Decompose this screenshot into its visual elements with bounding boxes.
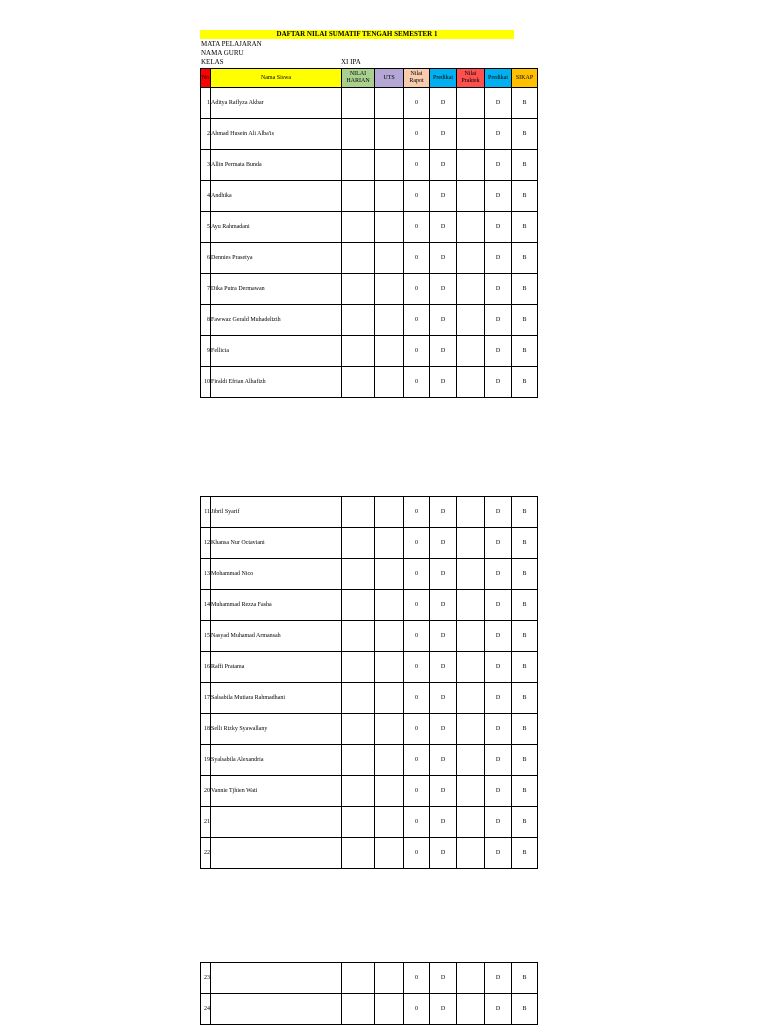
- cell-predicate-practice: D: [485, 274, 512, 305]
- cell-no: 20: [201, 776, 211, 807]
- cell-practice-score: [457, 776, 485, 807]
- cell-report-score: 0: [404, 336, 430, 367]
- table-row: [201, 367, 538, 398]
- cell-daily-score: [342, 559, 375, 590]
- cell-predicate-practice: D: [485, 683, 512, 714]
- header-report-score: Nilai Rapot: [404, 69, 430, 88]
- meta-value-class: XI IPA: [341, 58, 361, 66]
- cell-predicate: D: [430, 497, 457, 528]
- cell-attitude: B: [512, 274, 538, 305]
- cell-predicate: D: [430, 963, 457, 994]
- cell-student-name: Dika Putra Dermawan: [211, 274, 342, 305]
- header-attitude: SIKAP: [512, 69, 538, 88]
- table-row: [201, 776, 538, 807]
- cell-uts: [375, 119, 404, 150]
- table-row: [201, 590, 538, 621]
- cell-predicate-practice: D: [485, 621, 512, 652]
- cell-no: 7: [201, 274, 211, 305]
- cell-predicate: D: [430, 621, 457, 652]
- table-row: [201, 181, 538, 212]
- cell-uts: [375, 367, 404, 398]
- cell-student-name: Raffi Pratama: [211, 652, 342, 683]
- cell-attitude: B: [512, 776, 538, 807]
- cell-practice-score: [457, 994, 485, 1025]
- cell-practice-score: [457, 590, 485, 621]
- cell-practice-score: [457, 745, 485, 776]
- cell-predicate-practice: D: [485, 367, 512, 398]
- cell-report-score: 0: [404, 714, 430, 745]
- cell-student-name: Ayu Rahmadani: [211, 212, 342, 243]
- cell-daily-score: [342, 652, 375, 683]
- cell-no: 10: [201, 367, 211, 398]
- cell-uts: [375, 745, 404, 776]
- table-row: [201, 274, 538, 305]
- cell-daily-score: [342, 963, 375, 994]
- cell-no: 9: [201, 336, 211, 367]
- cell-predicate-practice: D: [485, 181, 512, 212]
- cell-predicate-practice: D: [485, 652, 512, 683]
- cell-attitude: B: [512, 497, 538, 528]
- cell-predicate: D: [430, 88, 457, 119]
- cell-practice-score: [457, 652, 485, 683]
- cell-predicate-practice: D: [485, 497, 512, 528]
- cell-daily-score: [342, 714, 375, 745]
- cell-report-score: 0: [404, 367, 430, 398]
- cell-attitude: B: [512, 963, 538, 994]
- cell-predicate: D: [430, 150, 457, 181]
- cell-daily-score: [342, 305, 375, 336]
- cell-practice-score: [457, 243, 485, 274]
- cell-report-score: 0: [404, 776, 430, 807]
- cell-practice-score: [457, 181, 485, 212]
- cell-uts: [375, 88, 404, 119]
- table-row: [201, 497, 538, 528]
- cell-predicate-practice: D: [485, 305, 512, 336]
- cell-report-score: 0: [404, 807, 430, 838]
- cell-uts: [375, 714, 404, 745]
- cell-predicate: D: [430, 243, 457, 274]
- cell-student-name: Selli Rizky Syawallany: [211, 714, 342, 745]
- cell-student-name: Allin Permata Bunda: [211, 150, 342, 181]
- cell-predicate: D: [430, 119, 457, 150]
- meta-label-class: KELAS: [201, 58, 224, 66]
- cell-attitude: B: [512, 745, 538, 776]
- cell-report-score: 0: [404, 150, 430, 181]
- table-row: [201, 119, 538, 150]
- cell-daily-score: [342, 745, 375, 776]
- table-row: [201, 994, 538, 1025]
- cell-practice-score: [457, 336, 485, 367]
- cell-report-score: 0: [404, 181, 430, 212]
- cell-no: 12: [201, 528, 211, 559]
- cell-practice-score: [457, 683, 485, 714]
- table-row: [201, 243, 538, 274]
- table-row: [201, 305, 538, 336]
- header-practice-score: Nilai Praktek: [457, 69, 485, 88]
- cell-predicate-practice: D: [485, 714, 512, 745]
- cell-predicate: D: [430, 305, 457, 336]
- table-row: [201, 838, 538, 869]
- cell-predicate: D: [430, 838, 457, 869]
- cell-practice-score: [457, 714, 485, 745]
- cell-attitude: B: [512, 652, 538, 683]
- cell-no: 4: [201, 181, 211, 212]
- cell-practice-score: [457, 212, 485, 243]
- cell-practice-score: [457, 621, 485, 652]
- cell-uts: [375, 150, 404, 181]
- table-row: [201, 621, 538, 652]
- cell-attitude: B: [512, 621, 538, 652]
- cell-student-name: Fellicia: [211, 336, 342, 367]
- cell-predicate-practice: D: [485, 528, 512, 559]
- cell-practice-score: [457, 88, 485, 119]
- table-row: [201, 336, 538, 367]
- cell-uts: [375, 621, 404, 652]
- cell-student-name: Dennies Prasetya: [211, 243, 342, 274]
- cell-practice-score: [457, 367, 485, 398]
- cell-student-name: Jibril Syarif: [211, 497, 342, 528]
- cell-attitude: B: [512, 994, 538, 1025]
- cell-no: 22: [201, 838, 211, 869]
- table-row: [201, 212, 538, 243]
- cell-attitude: B: [512, 807, 538, 838]
- cell-daily-score: [342, 336, 375, 367]
- cell-report-score: 0: [404, 497, 430, 528]
- cell-predicate-practice: D: [485, 150, 512, 181]
- cell-report-score: 0: [404, 683, 430, 714]
- cell-no: 6: [201, 243, 211, 274]
- cell-attitude: B: [512, 590, 538, 621]
- cell-predicate: D: [430, 181, 457, 212]
- cell-attitude: B: [512, 181, 538, 212]
- cell-predicate: D: [430, 212, 457, 243]
- cell-report-score: 0: [404, 590, 430, 621]
- cell-report-score: 0: [404, 559, 430, 590]
- cell-practice-score: [457, 274, 485, 305]
- cell-attitude: B: [512, 119, 538, 150]
- cell-report-score: 0: [404, 305, 430, 336]
- cell-uts: [375, 336, 404, 367]
- cell-predicate: D: [430, 994, 457, 1025]
- cell-predicate: D: [430, 745, 457, 776]
- cell-daily-score: [342, 212, 375, 243]
- header-uts: UTS: [375, 69, 404, 88]
- table-row: [201, 807, 538, 838]
- cell-no: 14: [201, 590, 211, 621]
- cell-practice-score: [457, 963, 485, 994]
- cell-no: 11: [201, 497, 211, 528]
- table-row: [201, 528, 538, 559]
- cell-uts: [375, 683, 404, 714]
- grade-table-page-1: [200, 68, 538, 398]
- cell-predicate: D: [430, 336, 457, 367]
- cell-report-score: 0: [404, 243, 430, 274]
- header-predicate: Predikat: [430, 69, 457, 88]
- cell-no: 18: [201, 714, 211, 745]
- cell-no: 19: [201, 745, 211, 776]
- cell-no: 1: [201, 88, 211, 119]
- cell-daily-score: [342, 497, 375, 528]
- table-row: [201, 559, 538, 590]
- cell-report-score: 0: [404, 963, 430, 994]
- cell-student-name: Andhika: [211, 181, 342, 212]
- cell-practice-score: [457, 807, 485, 838]
- document-title: DAFTAR NILAI SUMATIF TENGAH SEMESTER 1: [200, 30, 514, 39]
- cell-daily-score: [342, 181, 375, 212]
- cell-report-score: 0: [404, 652, 430, 683]
- cell-daily-score: [342, 807, 375, 838]
- cell-no: 2: [201, 119, 211, 150]
- cell-attitude: B: [512, 336, 538, 367]
- cell-predicate: D: [430, 367, 457, 398]
- cell-daily-score: [342, 150, 375, 181]
- cell-predicate-practice: D: [485, 212, 512, 243]
- cell-no: 8: [201, 305, 211, 336]
- cell-report-score: 0: [404, 745, 430, 776]
- cell-daily-score: [342, 243, 375, 274]
- meta-label-teacher: NAMA GURU: [201, 49, 244, 57]
- cell-no: 24: [201, 994, 211, 1025]
- cell-attitude: B: [512, 683, 538, 714]
- table-row: [201, 683, 538, 714]
- cell-report-score: 0: [404, 212, 430, 243]
- cell-practice-score: [457, 119, 485, 150]
- cell-predicate: D: [430, 528, 457, 559]
- cell-student-name: Aditya Raflyza Akbar: [211, 88, 342, 119]
- cell-daily-score: [342, 683, 375, 714]
- cell-predicate-practice: D: [485, 243, 512, 274]
- cell-predicate-practice: D: [485, 88, 512, 119]
- cell-uts: [375, 559, 404, 590]
- cell-student-name: [211, 963, 342, 994]
- cell-attitude: B: [512, 528, 538, 559]
- table-row: [201, 963, 538, 994]
- cell-attitude: B: [512, 88, 538, 119]
- cell-practice-score: [457, 559, 485, 590]
- cell-report-score: 0: [404, 88, 430, 119]
- cell-no: 15: [201, 621, 211, 652]
- cell-predicate-practice: D: [485, 838, 512, 869]
- cell-uts: [375, 776, 404, 807]
- cell-student-name: Vannie Tjhien Wati: [211, 776, 342, 807]
- cell-attitude: B: [512, 367, 538, 398]
- cell-predicate: D: [430, 714, 457, 745]
- cell-uts: [375, 274, 404, 305]
- cell-uts: [375, 528, 404, 559]
- cell-predicate-practice: D: [485, 963, 512, 994]
- table-row: [201, 150, 538, 181]
- cell-predicate: D: [430, 683, 457, 714]
- header-student-name: Nama Siswa: [211, 69, 342, 88]
- cell-student-name: Ahmad Husein Ali Alba'is: [211, 119, 342, 150]
- cell-uts: [375, 838, 404, 869]
- cell-attitude: B: [512, 305, 538, 336]
- cell-student-name: [211, 807, 342, 838]
- cell-predicate-practice: D: [485, 559, 512, 590]
- cell-report-score: 0: [404, 994, 430, 1025]
- cell-student-name: Khansa Nur Octaviani: [211, 528, 342, 559]
- cell-no: 13: [201, 559, 211, 590]
- cell-uts: [375, 305, 404, 336]
- cell-uts: [375, 243, 404, 274]
- cell-uts: [375, 652, 404, 683]
- cell-practice-score: [457, 838, 485, 869]
- cell-predicate: D: [430, 590, 457, 621]
- cell-attitude: B: [512, 212, 538, 243]
- cell-daily-score: [342, 528, 375, 559]
- cell-predicate-practice: D: [485, 590, 512, 621]
- cell-predicate: D: [430, 274, 457, 305]
- cell-report-score: 0: [404, 119, 430, 150]
- cell-daily-score: [342, 838, 375, 869]
- cell-predicate-practice: D: [485, 994, 512, 1025]
- cell-no: 16: [201, 652, 211, 683]
- cell-no: 5: [201, 212, 211, 243]
- cell-predicate: D: [430, 652, 457, 683]
- meta-label-subject: MATA PELAJARAN: [201, 40, 262, 48]
- header-daily-score: NILAI HARIAN: [342, 69, 375, 88]
- table-row: [201, 745, 538, 776]
- cell-daily-score: [342, 88, 375, 119]
- table-header-row: [201, 69, 538, 88]
- cell-attitude: B: [512, 243, 538, 274]
- cell-uts: [375, 181, 404, 212]
- cell-student-name: Firaldi Efrian Alhafizh: [211, 367, 342, 398]
- cell-report-score: 0: [404, 838, 430, 869]
- cell-predicate: D: [430, 807, 457, 838]
- cell-uts: [375, 590, 404, 621]
- cell-daily-score: [342, 621, 375, 652]
- cell-student-name: Syalsabila Alexandria: [211, 745, 342, 776]
- cell-report-score: 0: [404, 274, 430, 305]
- cell-no: 17: [201, 683, 211, 714]
- cell-student-name: [211, 838, 342, 869]
- cell-predicate-practice: D: [485, 119, 512, 150]
- cell-predicate-practice: D: [485, 807, 512, 838]
- cell-predicate-practice: D: [485, 776, 512, 807]
- cell-practice-score: [457, 305, 485, 336]
- cell-student-name: [211, 994, 342, 1025]
- cell-predicate: D: [430, 776, 457, 807]
- cell-attitude: B: [512, 559, 538, 590]
- cell-daily-score: [342, 994, 375, 1025]
- header-predicate-practice: Predikat: [485, 69, 512, 88]
- grade-table-page-2: [200, 496, 538, 869]
- cell-uts: [375, 963, 404, 994]
- cell-student-name: Muhammad Rezza Fasha: [211, 590, 342, 621]
- cell-student-name: Fawwaz Gerald Muhadeltzih: [211, 305, 342, 336]
- cell-no: 21: [201, 807, 211, 838]
- cell-uts: [375, 212, 404, 243]
- table-row: [201, 88, 538, 119]
- cell-uts: [375, 497, 404, 528]
- table-row: [201, 714, 538, 745]
- cell-predicate-practice: D: [485, 336, 512, 367]
- table-row: [201, 652, 538, 683]
- cell-predicate: D: [430, 559, 457, 590]
- cell-predicate-practice: D: [485, 745, 512, 776]
- cell-student-name: Nasyad Muhamad Armansah: [211, 621, 342, 652]
- cell-daily-score: [342, 119, 375, 150]
- cell-attitude: B: [512, 838, 538, 869]
- cell-student-name: Salsabila Mutiara Rahmadhani: [211, 683, 342, 714]
- cell-report-score: 0: [404, 621, 430, 652]
- cell-attitude: B: [512, 150, 538, 181]
- cell-daily-score: [342, 367, 375, 398]
- cell-daily-score: [342, 776, 375, 807]
- cell-attitude: B: [512, 714, 538, 745]
- header-no: No: [201, 69, 211, 88]
- cell-no: 23: [201, 963, 211, 994]
- cell-practice-score: [457, 528, 485, 559]
- cell-daily-score: [342, 590, 375, 621]
- cell-student-name: Mohammad Nico: [211, 559, 342, 590]
- cell-daily-score: [342, 274, 375, 305]
- cell-no: 3: [201, 150, 211, 181]
- cell-uts: [375, 994, 404, 1025]
- cell-uts: [375, 807, 404, 838]
- grade-table-page-3: [200, 962, 538, 1025]
- cell-practice-score: [457, 497, 485, 528]
- cell-practice-score: [457, 150, 485, 181]
- cell-report-score: 0: [404, 528, 430, 559]
